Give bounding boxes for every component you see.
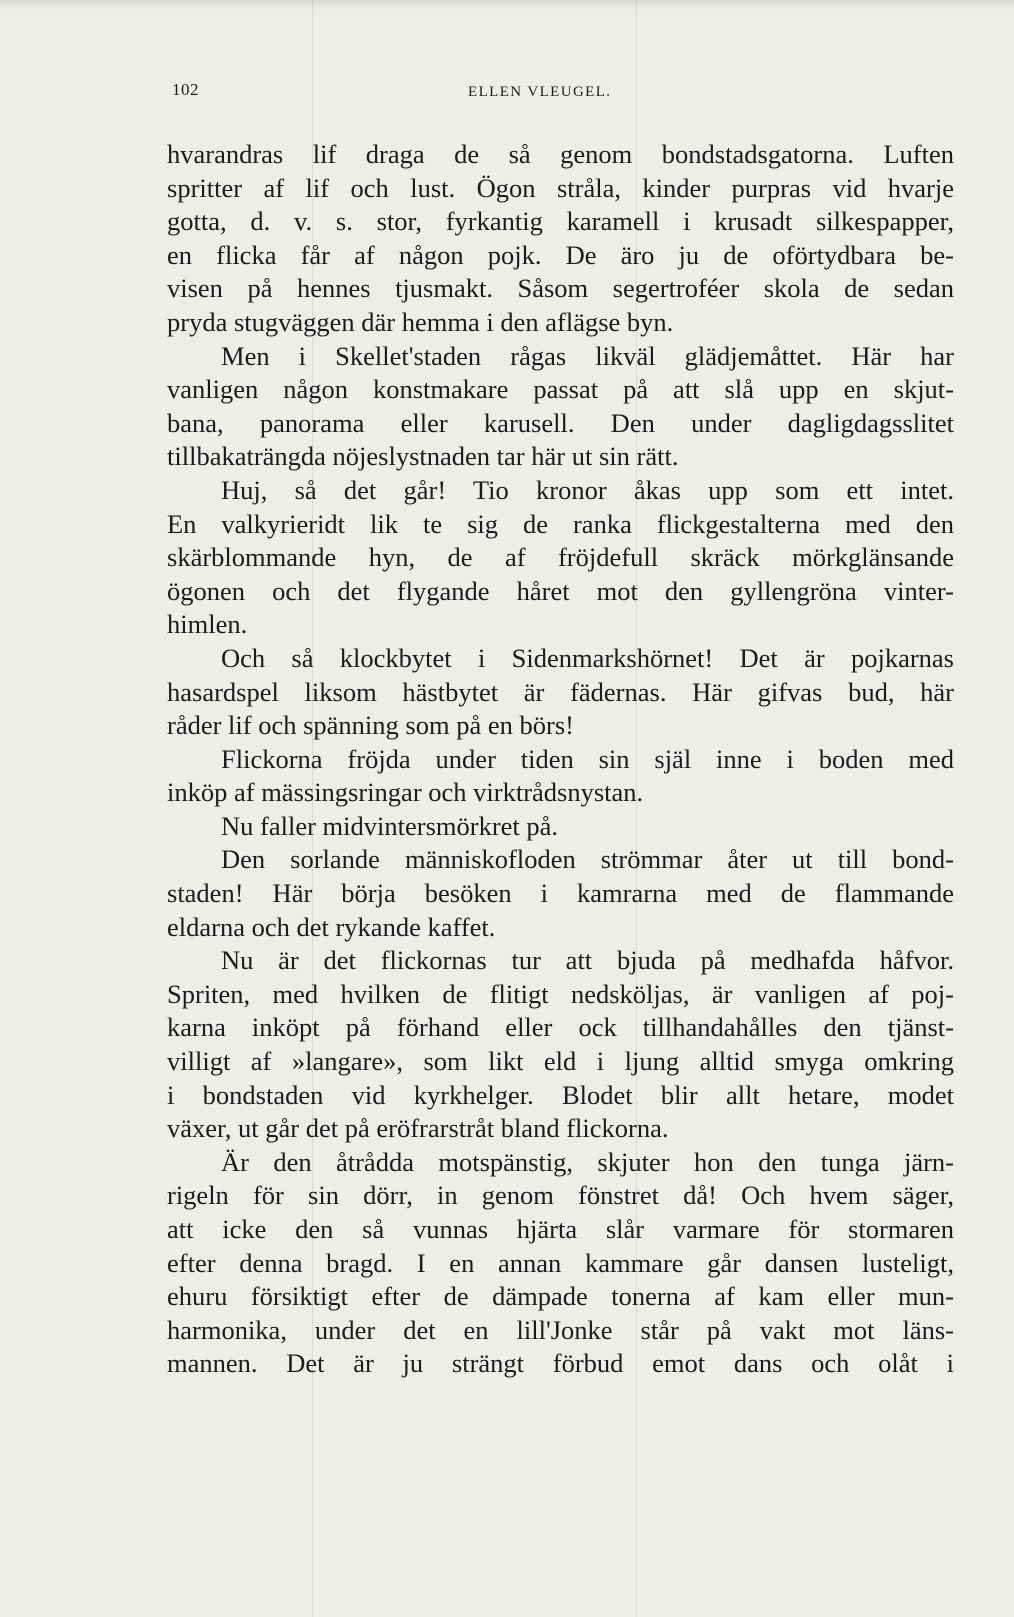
text-line: hasardspel liksom hästbytet är fädernas. Här gifvas bud, här bbox=[167, 676, 954, 707]
text-line: Den sorlande människofloden strömmar åter ut till bond- bbox=[221, 844, 954, 875]
text-line: ögonen och det flygande håret mot den gyllengröna vinter- bbox=[167, 575, 954, 606]
text-line: villigt af »langare», som likt eld i ljung alltid smyga omkring bbox=[167, 1046, 954, 1077]
text-line: himlen. bbox=[167, 609, 248, 640]
text-line: visen på hennes tjusmakt. Såsom segertroféer skola de sedan bbox=[167, 273, 954, 304]
body-text bbox=[167, 138, 954, 1381]
text-line: gotta, d. v. s. stor, fyrkantig karamell i krusadt silkespapper, bbox=[167, 206, 954, 237]
text-line: ehuru försiktigt efter de dämpade tonerna af kam eller mun- bbox=[167, 1281, 954, 1312]
text-line: Nu är det flickornas tur att bjuda på medhafda håfvor. bbox=[221, 945, 954, 976]
text-line: Är den åtrådda motspänstig, skjuter hon den tunga järn- bbox=[221, 1146, 954, 1177]
page-top-edge bbox=[0, 0, 1014, 10]
text-line: Och så klockbytet i Sidenmarkshörnet! Det är pojkarnas bbox=[221, 642, 954, 673]
text-line: att icke den så vunnas hjärta slår varmare för stormaren bbox=[167, 1214, 954, 1244]
text-line: En valkyrieridt lik te sig de ranka flickgestalterna med den bbox=[167, 508, 954, 539]
text-line: vanligen någon konstmakare passat på att slå upp en skjut- bbox=[167, 374, 954, 405]
text-line: rigeln för sin dörr, in genom fönstret då! Och hvem säger, bbox=[167, 1180, 954, 1211]
page-number: 102 bbox=[172, 80, 199, 99]
text-line: spritter af lif och lust. Ögon stråla, kinder purpras vid hvarje bbox=[167, 172, 954, 203]
text-line: tillbakaträngda nöjeslystnaden tar här ut sin rätt. bbox=[167, 441, 679, 472]
text-line: harmonika, under det en lill'Jonke står på vakt mot läns- bbox=[167, 1314, 954, 1345]
text-line: hvarandras lif draga de så genom bondstadsgatorna. Luften bbox=[167, 139, 954, 169]
text-line: karna inköpt på förhand eller ock tillhandahålles den tjänst- bbox=[167, 1012, 954, 1043]
text-line: efter denna bragd. I en annan kammare går dansen lusteligt, bbox=[167, 1247, 954, 1278]
text-line: bana, panorama eller karusell. Den under dagligdagsslitet bbox=[167, 407, 954, 438]
text-line: Huj, så det går! Tio kronor åkas upp som ett intet. bbox=[221, 474, 954, 505]
text-line: staden! Här börja besöken i kamrarna med de flammande bbox=[167, 878, 954, 909]
text-line: Nu faller midvintersmörkret på. bbox=[221, 810, 559, 841]
text-line: Men i Skellet'staden rågas likväl glädjemåttet. Här har bbox=[221, 340, 954, 371]
text-line: växer, ut går det på eröfrarstråt bland flickorna. bbox=[167, 1113, 669, 1144]
text-line: mannen. Det är ju strängt förbud emot dans och olåt i bbox=[167, 1348, 954, 1379]
text-line: en flicka får af någon pojk. De äro ju de oförtydbara be- bbox=[167, 239, 954, 270]
text-line: råder lif och spänning som på en börs! bbox=[167, 710, 574, 741]
text-line: inköp af mässingsringar och virktrådsnystan. bbox=[167, 777, 644, 808]
text-line: eldarna och det rykande kaffet. bbox=[167, 911, 496, 942]
text-line: i bondstaden vid kyrkhelger. Blodet blir allt hetare, modet bbox=[167, 1079, 954, 1110]
text-line: Spriten, med hvilken de flitigt nedsköljas, är vanligen af poj- bbox=[167, 978, 954, 1009]
running-title: ELLEN VLEUGEL. bbox=[468, 84, 612, 100]
text-line: pryda stugväggen där hemma i den aflägse byn. bbox=[167, 306, 674, 337]
text-line: skärblommande hyn, de af fröjdefull skräck mörkglänsande bbox=[167, 542, 954, 573]
text-line: Flickorna fröjda under tiden sin själ inne i boden med bbox=[221, 743, 954, 774]
